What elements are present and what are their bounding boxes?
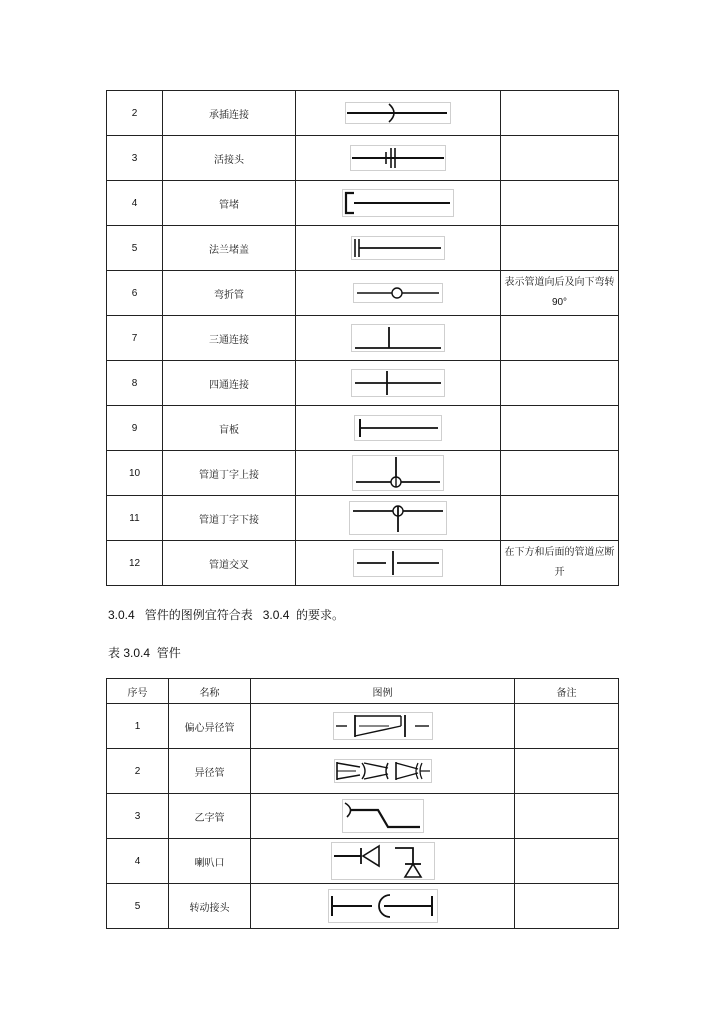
column-header: 序号	[107, 679, 169, 704]
row-number: 1	[107, 704, 169, 749]
fitting-name: 承插连接	[163, 91, 296, 136]
row-number: 4	[107, 839, 169, 884]
remark	[501, 406, 619, 451]
remark: 在下方和后面的管道应断开	[501, 541, 619, 586]
table-row	[107, 181, 619, 226]
swivel-joint-symbol	[328, 889, 438, 923]
offset-pipe-symbol	[342, 799, 424, 833]
remark	[501, 181, 619, 226]
table-row	[107, 316, 619, 361]
fitting-name: 四通连接	[163, 361, 296, 406]
fittings-legend-table	[106, 678, 619, 929]
table-row	[107, 451, 619, 496]
table-row	[107, 136, 619, 181]
union-symbol	[350, 145, 446, 171]
remark	[501, 136, 619, 181]
remark	[501, 496, 619, 541]
fitting-name: 管道交叉	[163, 541, 296, 586]
fitting-name: 喇叭口	[169, 839, 251, 884]
pipe-connection-legend-table	[106, 90, 619, 586]
fitting-name: 管道丁字上接	[163, 451, 296, 496]
remark	[515, 839, 619, 884]
bent-pipe-symbol	[353, 283, 443, 303]
eccentric-reducer-symbol	[333, 712, 433, 740]
table-row	[107, 496, 619, 541]
row-number: 5	[107, 884, 169, 929]
socket-connection-symbol	[345, 102, 451, 124]
flange-blind-cover-symbol	[351, 236, 445, 260]
row-number: 8	[107, 361, 163, 406]
section-paragraph: 3.0.4 管件的图例宜符合表 3.0.4 的要求。	[108, 608, 345, 622]
row-number: 7	[107, 316, 163, 361]
pipe-tee-up-symbol	[352, 455, 444, 491]
fitting-name: 偏心异径管	[169, 704, 251, 749]
bell-mouth-symbol	[331, 842, 435, 880]
table-row	[107, 226, 619, 271]
remark	[515, 794, 619, 839]
remark	[501, 226, 619, 271]
fitting-name: 法兰堵盖	[163, 226, 296, 271]
remark	[501, 451, 619, 496]
remark	[501, 361, 619, 406]
fitting-name: 弯折管	[163, 271, 296, 316]
row-number: 10	[107, 451, 163, 496]
remark	[501, 91, 619, 136]
row-number: 6	[107, 271, 163, 316]
remark	[501, 316, 619, 361]
row-number: 2	[107, 749, 169, 794]
fitting-name: 盲板	[163, 406, 296, 451]
cross-connection-symbol	[351, 369, 445, 397]
table-row	[107, 704, 619, 749]
table-caption: 表 3.0.4 管件	[108, 646, 181, 660]
column-header: 备注	[515, 679, 619, 704]
pipe-tee-down-symbol	[349, 501, 447, 535]
column-header: 图例	[251, 679, 515, 704]
reducer-symbol	[334, 759, 432, 783]
fitting-name: 转动接头	[169, 884, 251, 929]
table-row	[107, 541, 619, 586]
table-row	[107, 91, 619, 136]
row-number: 3	[107, 136, 163, 181]
table-row	[107, 794, 619, 839]
row-number: 11	[107, 496, 163, 541]
table-row	[107, 361, 619, 406]
table-row	[107, 839, 619, 884]
row-number: 9	[107, 406, 163, 451]
table-header-row	[107, 679, 619, 704]
remark	[515, 704, 619, 749]
pipe-crossing-symbol	[353, 549, 443, 577]
fitting-name: 三通连接	[163, 316, 296, 361]
pipe-plug-symbol	[342, 189, 454, 217]
fitting-name: 异径管	[169, 749, 251, 794]
column-header: 名称	[169, 679, 251, 704]
fitting-name: 活接头	[163, 136, 296, 181]
row-number: 4	[107, 181, 163, 226]
remark	[515, 749, 619, 794]
tee-connection-symbol	[351, 324, 445, 352]
table-row	[107, 884, 619, 929]
fitting-name: 管道丁字下接	[163, 496, 296, 541]
table-row	[107, 406, 619, 451]
table-row	[107, 271, 619, 316]
row-number: 3	[107, 794, 169, 839]
remark	[515, 884, 619, 929]
row-number: 5	[107, 226, 163, 271]
row-number: 12	[107, 541, 163, 586]
table-row	[107, 749, 619, 794]
fitting-name: 乙字管	[169, 794, 251, 839]
fitting-name: 管堵	[163, 181, 296, 226]
row-number: 2	[107, 91, 163, 136]
blind-plate-symbol	[354, 415, 442, 441]
remark: 表示管道向后及向下弯转 90°	[501, 271, 619, 316]
